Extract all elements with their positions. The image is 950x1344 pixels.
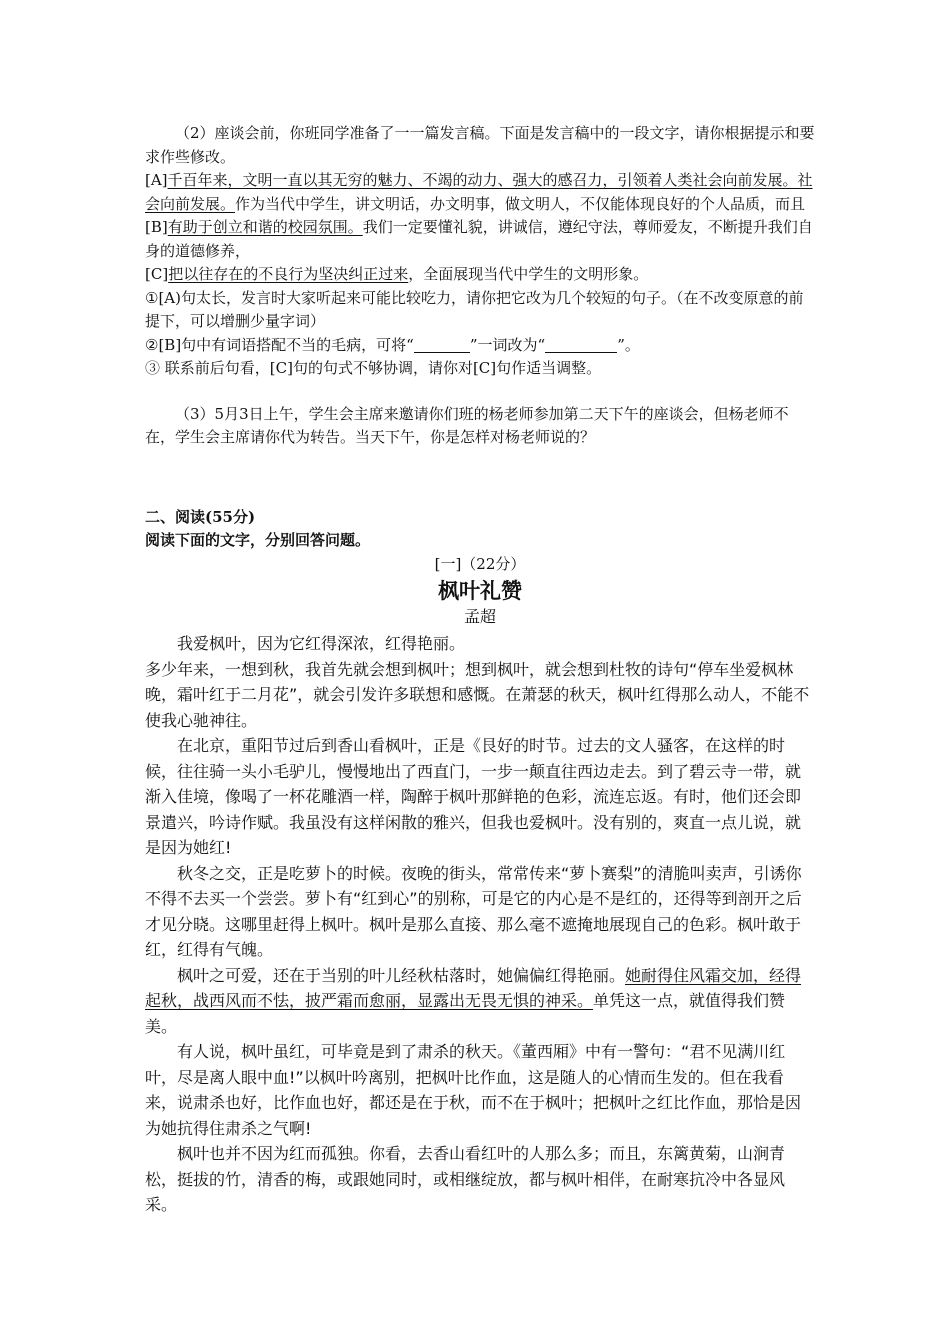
passage-mid-1: 作为当代中学生，讲文明话，办文明事，做文明人，不仅能体现良好的个人品质，而且 [235,194,806,213]
underlined-sentence: 她耐得住风霜交加，经得起秋，战西风而不怯，披严霜而愈丽，显露出无畏无惧的神采。 [145,965,802,1010]
essay-paragraph: 枫叶之可爱，还在于当别的叶儿经秋枯落时，她偏偏红得艳丽。她耐得住风霜交加，经得起秋，战西风而不怯，披严霜而愈丽，显露出无畏无惧的神采。单凭这一点，就值得我们赞美。 [145,965,802,1036]
section-heading: 二、阅读(55分) [145,507,256,526]
essay-author: 孟超 [463,607,496,626]
q2-task-1: ①[A)句太长，发言时大家听起来可能比较吃力，请你把它改为几个较短的句子。（在不改变原意的前提下，可以增删少量字词） [145,288,804,330]
essay-paragraph: 有人说，枫叶虽红，可毕竟是到了肃杀的秋天。《董西厢》中有一警句：“君不见满川红叶，尽是离人眼中血!”以枫叶吟离别，把枫叶比作血，这是随人的心情而生发的。但在我看来，说肃杀也好，比作血也好，都还是在于秋，而不在于枫叶；把枫叶之红比作血，那恰是因为她抗得住肃杀之气啊! [145,1042,802,1138]
passage-tail: ，全面展现当代中学生的文明形象。 [408,265,649,283]
essay-paragraph: 我爱枫叶，因为它红得深浓，红得艳丽。 [177,634,466,653]
essay-paragraph: 在北京，重阳节过后到香山看枫叶，正是《艮好的时节。过去的文人骚客，在这样的时候，往往骑一头小毛驴儿，慢慢地出了西直门，一步一颠直往西边走去。到了碧云寺一带，就渐入佳境，像喝了一杯花雕酒一样，陶醉于枫叶那鲜艳的色彩，流连忘返。有时，他们还会即景遣兴，吟诗作赋。我虽没有这样闲散的雅兴，但我也爱枫叶。没有别的，爽直一点儿说，就是因为她红! [145,736,802,857]
q2-intro: （2）座谈会前，你班同学准备了一一篇发言稿。下面是发言稿中的一段文字，请你根据提示和要求作些修改。 [145,124,815,166]
essay-paragraph: 枫叶也并不因为红而孤独。你看，去香山看红叶的人那么多；而且，东篱黄菊，山涧青松，挺拔的竹，清香的梅，或跟她同时，或相继绽放，都与枫叶相伴，在耐寒抗冷中各显风采。 [145,1144,786,1214]
q2-passage [145,169,815,263]
section-instruction: 阅读下面的文字，分别回答问题。 [145,531,371,549]
part-label: [一]（22分） [434,554,526,573]
q2-task-3: ③ 联系前后句看，[C]句的句式不够协调，请你对[C]句作适当调整。 [145,359,602,377]
marker-c: [C] [145,265,169,283]
sentence-b: 有助于创立和谐的校园氛围。 [167,218,363,236]
essay-paragraph: 多少年来，一想到秋，我首先就会想到枫叶；想到枫叶，就会想到杜牧的诗句“停车坐爱枫林晚，霜叶红于二月花”，就会引发许多联想和感慨。在萧瑟的秋天，枫叶红得那么动人，不能不使我心驰神往。 [145,659,810,730]
document-page [145,122,815,1218]
sentence-a: 千百年来，文明一直以其无穷的魅力、不竭的动力、强大的感召力，引领着人类社会向前发展。社会向前发展。 [145,171,813,213]
marker-b: [B] [145,218,168,236]
passage-mid-2: 我们一定要懂礼貌，讲诚信，遵纪守法，尊师爱友，不断提升我们自身的道德修养， [145,218,813,260]
sentence-c: 把以往存在的不良行为坚决纠正过来 [168,265,409,283]
q2-task-2: ②[B]句中有词语搭配不当的毛病，可将“ ”一词改为“ ”。 [145,335,640,354]
q2-passage-c [145,263,815,287]
marker-a: [A] [145,171,168,189]
essay-paragraph: 秋冬之交，正是吃萝卜的时候。夜晚的街头，常常传来“萝卜赛梨”的清脆叫卖声，引诱你不得不去买一个尝尝。萝卜有“红到心”的别称，可是它的内心是不是红的，还得等到剖开之后才见分晓。这哪里赶得上枫叶。枫叶是那么直接、那么毫不遮掩地展现自己的色彩。枫叶敢于红，红得有气魄。 [145,863,802,959]
q3-text: （3）5月3日上午，学生会主席来邀请你们班的杨老师参加第二天下午的座谈会，但杨老师不在，学生会主席请你代为转告。当天下午，你是怎样对杨老师说的？ [145,404,789,446]
answer-blank-1[interactable] [414,336,470,353]
answer-blank-2[interactable] [545,336,617,353]
essay-title: 枫叶礼赞 [438,578,522,603]
